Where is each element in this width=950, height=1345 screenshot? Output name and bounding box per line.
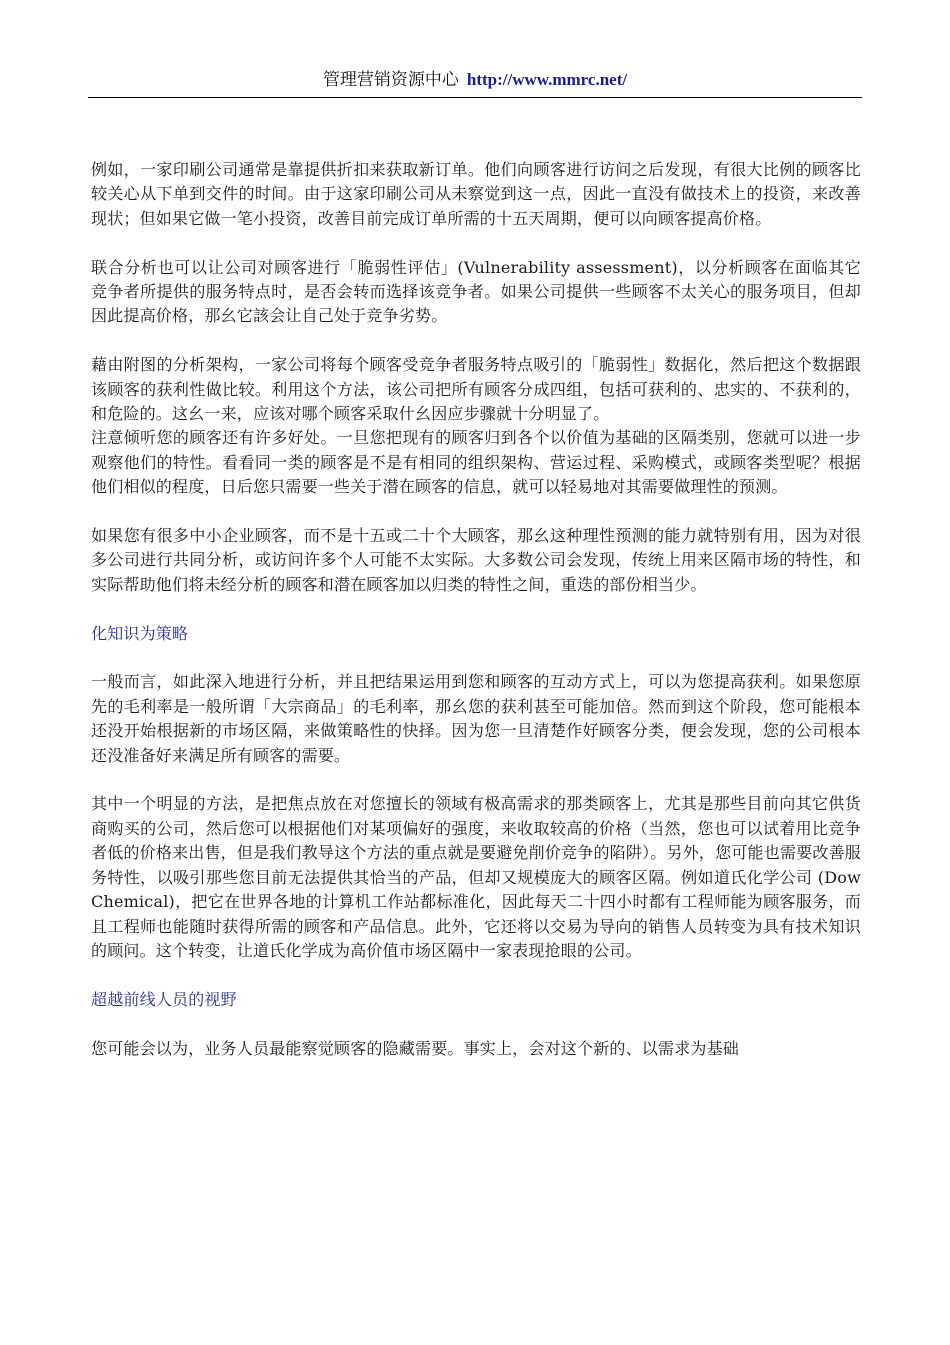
site-url-link[interactable]: http://www.mmrc.net/ (466, 70, 628, 89)
section-heading-frontline: 超越前线人员的视野 (91, 989, 237, 1009)
paragraph-4: 注意倾听您的顾客还有许多好处。一旦您把现有的顾客归到各个以价值为基础的区隔类别，您就可以进一步观察他们的特性。看看同一类的顾客是不是有相同的组织架构、营运过程、采购模式，或顾客类型呢？根据他们相似的程度，日后您只需要一些关于潜在顾客的信息，就可以轻易地对其需要做理性的预测。 (91, 428, 861, 497)
section-heading-strategy: 化知识为策略 (91, 623, 189, 643)
paragraph-5: 如果您有很多中小企业顾客，而不是十五或二十个大顾客，那幺这种理性预测的能力就特别有用，因为对很多公司进行共同分析，或访问许多个人可能不太实际。大多数公司会发现，传统上用来区隔市场的特性，和实际帮助他们将未经分析的顾客和潜在顾客加以归类的特性之间，重迭的部份相当少。 (91, 526, 861, 594)
paragraph-8: 您可能会以为，业务人员最能察觉顾客的隐藏需要。事实上，会对这个新的、以需求为基础 (91, 1038, 740, 1058)
paragraph-7: 其中一个明显的方法，是把焦点放在对您擅长的领域有极高需求的那类顾客上，尤其是那些目前向其它供货商购买的公司，然后您可以根据他们对某项偏好的强度，来收取较高的价格（当然，您也可以试着用比竞争者低的价格来出售，但是我们教导这个方法的重点就是要避免削价竞争的陷阱）。另外，您可能也需要改善服务特性，以吸引那些您目前无法提供其恰当的产品，但却又规模庞大的顾客区隔。例如道氏化学公司 (Dow Chemical)，把它在世界各地的计算机工作站都标准化，因此每天二十四小时都有工程师能为顾客服务，而且工程师也能随时获得所需的顾客和产品信息。此外，它还将以交易为导向的销售人员转变为具有技术知识的顾问。这个转变，让道氏化学成为高价值市场区隔中一家表现抢眼的公司。 (91, 794, 861, 960)
paragraph-6: 一般而言，如此深入地进行分析，并且把结果运用到您和顾客的互动方式上，可以为您提高获利。如果您原先的毛利率是一般所谓「大宗商品」的毛利率，那幺您的获利甚至可能加倍。然而到这个阶段，您可能根本还没开始根据新的市场区隔，来做策略性的快择。因为您一旦清楚作好顾客分类，便会发现，您的公司根本还没准备好来满足所有顾客的需要。 (91, 672, 861, 765)
paragraph-2: 联合分析也可以让公司对顾客进行「脆弱性评估」(Vulnerability assessment)，以分析顾客在面临其它竞争者所提供的服务特点时，是否会转而选择该竞争者。如果公司提供一些顾客不太关心的服务项目，但却因此提高价格，那幺它該会让自己处于竞争劣势。 (91, 257, 861, 326)
page-header (88, 66, 862, 98)
site-name: 管理营销资源中心 (322, 70, 459, 90)
article-body (91, 158, 861, 1061)
paragraph-1: 例如，一家印刷公司通常是靠提供折扣来获取新订单。他们向顾客进行访问之后发现，有很大比例的顾客比较关心从下单到交件的时间。由于这家印刷公司从未察觉到这一点，因此一直没有做技术上的投资，来改善现状；但如果它做一笔小投资，改善目前完成订单所需的十五天周期，便可以向顾客提高价格。 (91, 160, 861, 228)
paragraph-3: 藉由附图的分析架构，一家公司将每个顾客受竞争者服务特点吸引的「脆弱性」数据化，然后把这个数据跟该顾客的获利性做比较。利用这个方法，该公司把所有顾客分成四组，包括可获利的、忠实的、不获利的，和危险的。这幺一来，应该对哪个顾客采取什幺因应步骤就十分明显了。 (91, 355, 861, 424)
